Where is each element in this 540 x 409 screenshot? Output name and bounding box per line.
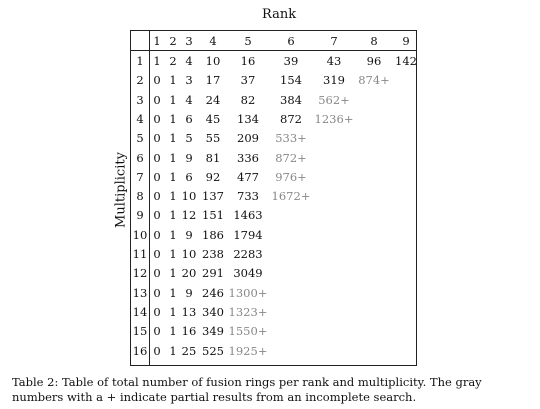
multiplicity-row-label: 4 bbox=[136, 111, 144, 126]
count-cell: 1 bbox=[169, 92, 177, 107]
count-cell: 82 bbox=[240, 92, 256, 107]
table-caption: Table 2: Table of total number of fusion rings per rank and multiplicity. The gray numbers with a + indicate partial results from an incomplete search. bbox=[12, 375, 482, 404]
count-cell: 24 bbox=[205, 92, 221, 107]
count-cell: 10 bbox=[205, 54, 221, 68]
rank-header-cell: 8 bbox=[370, 34, 378, 48]
count-cell: 10 bbox=[181, 189, 197, 204]
rank-header-cell: 4 bbox=[209, 34, 217, 48]
count-cell: 1 bbox=[169, 304, 177, 319]
partial-count-cell: 562+ bbox=[318, 92, 350, 107]
count-cell: 340 bbox=[202, 304, 224, 319]
rank-header-cell: 2 bbox=[169, 34, 177, 48]
count-cell: 0 bbox=[153, 285, 161, 300]
count-cell: 13 bbox=[181, 304, 197, 319]
count-cell: 16 bbox=[181, 324, 197, 339]
count-cell: 186 bbox=[202, 227, 224, 242]
partial-count-cell: 1236+ bbox=[314, 111, 354, 126]
count-cell: 1 bbox=[169, 285, 177, 300]
rank-header-cell: 9 bbox=[402, 34, 410, 48]
count-cell: 154 bbox=[280, 73, 302, 88]
multiplicity-row-label: 13 bbox=[132, 285, 148, 300]
count-cell: 349 bbox=[202, 324, 224, 339]
multiplicity-row-label: 15 bbox=[132, 324, 148, 339]
count-cell: 10 bbox=[181, 247, 197, 261]
count-cell: 96 bbox=[366, 54, 382, 68]
count-cell: 1 bbox=[169, 227, 177, 242]
count-cell: 12 bbox=[181, 208, 197, 223]
rank-header-cell: 5 bbox=[244, 34, 252, 48]
count-cell: 17 bbox=[205, 73, 221, 88]
count-cell: 3 bbox=[185, 73, 193, 88]
count-cell: 0 bbox=[153, 227, 161, 242]
count-cell: 2283 bbox=[233, 247, 263, 261]
count-cell: 55 bbox=[205, 131, 221, 146]
count-cell: 37 bbox=[240, 73, 256, 88]
count-cell: 0 bbox=[153, 131, 161, 146]
count-cell: 92 bbox=[205, 169, 221, 184]
multiplicity-row-label: 14 bbox=[132, 304, 148, 319]
count-cell: 2 bbox=[169, 54, 177, 68]
count-cell: 9 bbox=[185, 150, 193, 165]
count-cell: 0 bbox=[153, 169, 161, 184]
count-cell: 3049 bbox=[233, 266, 263, 281]
multiplicity-row-label: 16 bbox=[132, 343, 148, 358]
partial-count-cell: 533+ bbox=[275, 131, 307, 146]
count-cell: 134 bbox=[237, 111, 259, 126]
count-cell: 0 bbox=[153, 73, 161, 88]
count-cell: 20 bbox=[181, 266, 197, 281]
count-cell: 872 bbox=[280, 111, 302, 126]
count-cell: 525 bbox=[202, 343, 224, 358]
multiplicity-row-label: 2 bbox=[136, 73, 144, 88]
count-cell: 81 bbox=[205, 150, 221, 165]
partial-count-cell: 1672+ bbox=[271, 189, 311, 204]
multiplicity-row-label: 10 bbox=[132, 227, 148, 242]
count-cell: 151 bbox=[202, 208, 224, 223]
count-cell: 45 bbox=[205, 111, 221, 126]
partial-count-cell: 1550+ bbox=[228, 324, 268, 339]
count-cell: 1 bbox=[153, 54, 161, 68]
count-cell: 1 bbox=[169, 247, 177, 261]
multiplicity-row-label: 3 bbox=[136, 92, 144, 107]
count-cell: 0 bbox=[153, 304, 161, 319]
count-cell: 1 bbox=[169, 169, 177, 184]
count-cell: 0 bbox=[153, 208, 161, 223]
count-cell: 246 bbox=[202, 285, 224, 300]
count-cell: 319 bbox=[323, 73, 345, 88]
count-cell: 5 bbox=[185, 131, 193, 146]
multiplicity-axis-label: Multiplicity bbox=[113, 152, 129, 228]
count-cell: 9 bbox=[185, 285, 193, 300]
multiplicity-row-label: 5 bbox=[136, 131, 144, 146]
multiplicity-row-label: 12 bbox=[132, 266, 148, 281]
count-cell: 4 bbox=[185, 54, 193, 68]
count-cell: 6 bbox=[185, 169, 193, 184]
multiplicity-row-label: 8 bbox=[136, 189, 144, 204]
count-cell: 0 bbox=[153, 247, 161, 261]
count-cell: 1 bbox=[169, 208, 177, 223]
count-cell: 1 bbox=[169, 189, 177, 204]
multiplicity-row-label: 1 bbox=[136, 54, 144, 68]
count-cell: 142 bbox=[395, 54, 417, 68]
partial-count-cell: 1323+ bbox=[228, 304, 268, 319]
count-cell: 1 bbox=[169, 131, 177, 146]
count-cell: 1463 bbox=[233, 208, 263, 223]
count-cell: 1 bbox=[169, 150, 177, 165]
multiplicity-row-label: 6 bbox=[136, 150, 144, 165]
row-label-rule bbox=[149, 30, 150, 366]
count-cell: 291 bbox=[202, 266, 224, 281]
partial-count-cell: 872+ bbox=[275, 150, 307, 165]
count-cell: 0 bbox=[153, 266, 161, 281]
count-cell: 0 bbox=[153, 150, 161, 165]
count-cell: 0 bbox=[153, 111, 161, 126]
partial-count-cell: 1300+ bbox=[228, 285, 268, 300]
count-cell: 4 bbox=[185, 92, 193, 107]
rank-header-cell: 7 bbox=[330, 34, 338, 48]
count-cell: 39 bbox=[283, 54, 299, 68]
rank-header-cell: 1 bbox=[153, 34, 161, 48]
count-cell: 6 bbox=[185, 111, 193, 126]
multiplicity-row-label: 9 bbox=[136, 208, 144, 223]
count-cell: 209 bbox=[237, 131, 259, 146]
partial-count-cell: 1925+ bbox=[228, 343, 268, 358]
count-cell: 1794 bbox=[233, 227, 263, 242]
count-cell: 16 bbox=[240, 54, 256, 68]
rank-axis-label: Rank bbox=[262, 7, 297, 22]
rank-header-cell: 3 bbox=[185, 34, 193, 48]
count-cell: 384 bbox=[280, 92, 302, 107]
partial-count-cell: 874+ bbox=[358, 73, 390, 88]
count-cell: 0 bbox=[153, 189, 161, 204]
count-cell: 336 bbox=[237, 150, 259, 165]
count-cell: 9 bbox=[185, 227, 193, 242]
multiplicity-row-label: 11 bbox=[132, 247, 148, 261]
count-cell: 477 bbox=[237, 169, 259, 184]
count-cell: 0 bbox=[153, 324, 161, 339]
multiplicity-row-label: 7 bbox=[136, 169, 144, 184]
count-cell: 137 bbox=[202, 189, 224, 204]
count-cell: 25 bbox=[181, 343, 197, 358]
count-cell: 0 bbox=[153, 92, 161, 107]
header-rule bbox=[130, 50, 417, 51]
count-cell: 43 bbox=[326, 54, 342, 68]
partial-count-cell: 976+ bbox=[275, 169, 307, 184]
count-cell: 733 bbox=[237, 189, 259, 204]
rank-header-cell: 6 bbox=[287, 34, 295, 48]
count-cell: 238 bbox=[202, 247, 224, 261]
count-cell: 1 bbox=[169, 266, 177, 281]
count-cell: 1 bbox=[169, 73, 177, 88]
count-cell: 1 bbox=[169, 111, 177, 126]
count-cell: 1 bbox=[169, 324, 177, 339]
count-cell: 0 bbox=[153, 343, 161, 358]
count-cell: 1 bbox=[169, 343, 177, 358]
